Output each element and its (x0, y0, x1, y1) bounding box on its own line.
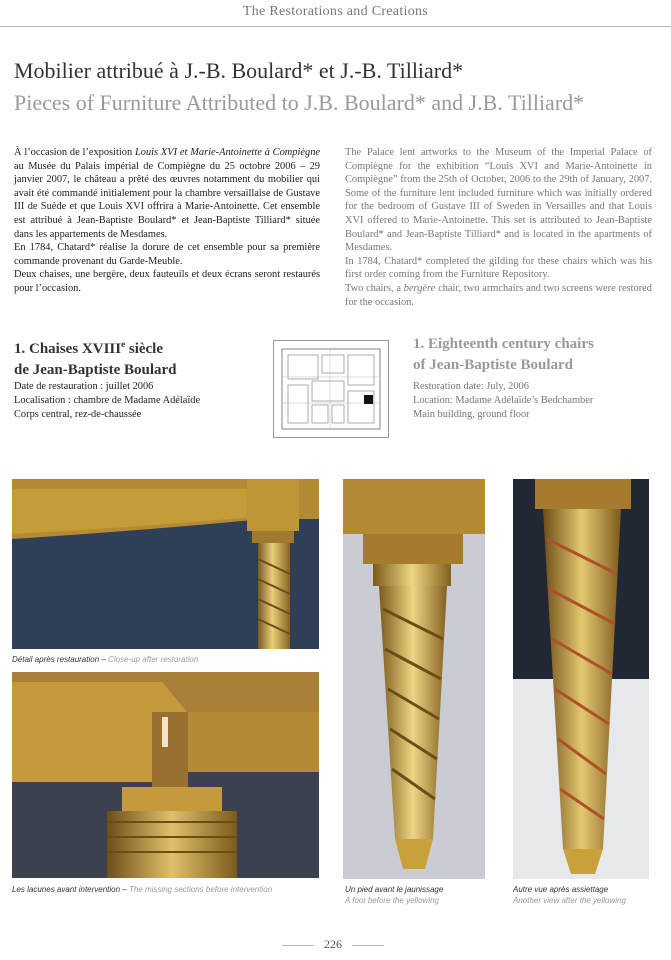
meta-location-en: Location: Madame Adélaïde’s Bedchamber (413, 395, 594, 406)
header-divider (0, 26, 671, 27)
section-heading-en: 1. Eighteenth century chairs of Jean-Baptiste Boulard (413, 336, 594, 373)
restoration-meta-fr (14, 380, 200, 422)
caption-photo-4: Autre vue après assiettage Another view after the yellowing (513, 885, 626, 905)
intro-fr-paragraph-3: Deux chaises, une bergère, deux fauteuils et deux écrans seront restaurés pour l’occasion. (14, 269, 320, 294)
intro-fr-paragraph-2: En 1784, Chatard* réalise la dorure de cet ensemble pour sa première commande provenant du Garde-Meuble. (14, 242, 320, 267)
intro-en-paragraph-3: Two chairs, a bergère chair, two armchairs and two screens were restored for the occasion. (345, 282, 652, 308)
floor-plan-image (273, 340, 389, 438)
intro-en-paragraph-2: In 1784, Chatard* completed the gilding for these chairs which was his first order coming from the Furniture Repository. (345, 255, 652, 281)
meta-location-fr: Localisation : chambre de Madame Adélaïde (14, 395, 201, 406)
photo-missing-sections (12, 672, 319, 878)
intro-text-en (345, 146, 652, 309)
page-title-en: Pieces of Furniture Attributed to J.B. Boulard* and J.B. Tilliard* (14, 90, 585, 115)
intro-en-paragraph-1: The Palace lent artworks to the Museum of the Imperial Palace of Compiègne for the exhibition “Louis XVI and Marie-Antoinette in Compiègne” from the 25th of October, 2006 to the 29th of January, 2007. Some of the furniture lent included furniture which was initially ordered for the bedroom of Gustave III of Sweden in Versailles and that Louis XVI offered to Marie-Antoinette. This set is attributed to Jean-Baptiste Boulard* and Jean-Baptiste Tilliard* and is located in the apartments of Mesdames. (345, 147, 652, 254)
page-number: 226 (324, 937, 342, 951)
caption-photo-3: Un pied avant le jaunissage A foot before the yellowing (345, 885, 444, 905)
meta-building-en: Main building, ground floor (413, 409, 530, 420)
caption-photo-2: Les lacunes avant intervention – The missing sections before intervention (12, 885, 273, 894)
footer-divider-left (282, 945, 314, 946)
photo-another-view-after (513, 479, 649, 879)
meta-date-fr: Date de restauration : juillet 2006 (14, 381, 154, 392)
running-head: The Restorations and Creations (242, 4, 429, 19)
meta-building-fr: Corps central, rez-de-chaussée (14, 409, 142, 420)
photo-close-up-after-restoration (12, 479, 319, 649)
caption-photo-1: Détail après restauration – Close-up after restoration (12, 655, 199, 664)
section-heading-fr: 1. Chaises XVIIIe siècle de Jean-Baptiste Boulard (14, 339, 177, 378)
intro-text-fr (14, 146, 320, 296)
intro-fr-paragraph-1: À l’occasion de l’exposition Louis XVI et Marie-Antoinette à Compiègne au Musée du Palais impérial de Compiègne du 25 octobre 2006 – 29 janvier 2007, le château a prêté des œuvres notamment du mobilier qui avait été commandé initialement pour la chambre versaillaise de Gustave III de Suède et que Louis XVI offrira à Marie-Antoinette. Cet ensemble est attribué à Jean-Baptiste Boulard* et Jean-Baptiste Tilliard* située dans les appartements de Mesdames. (14, 147, 321, 240)
meta-date-en: Restoration date: July, 2006 (413, 381, 529, 392)
photo-foot-before-yellowing (343, 479, 485, 879)
page-title-fr: Mobilier attribué à J.-B. Boulard* et J.-B. Tilliard* (14, 58, 464, 83)
footer-divider-right (352, 945, 384, 946)
restoration-meta-en (413, 380, 593, 422)
